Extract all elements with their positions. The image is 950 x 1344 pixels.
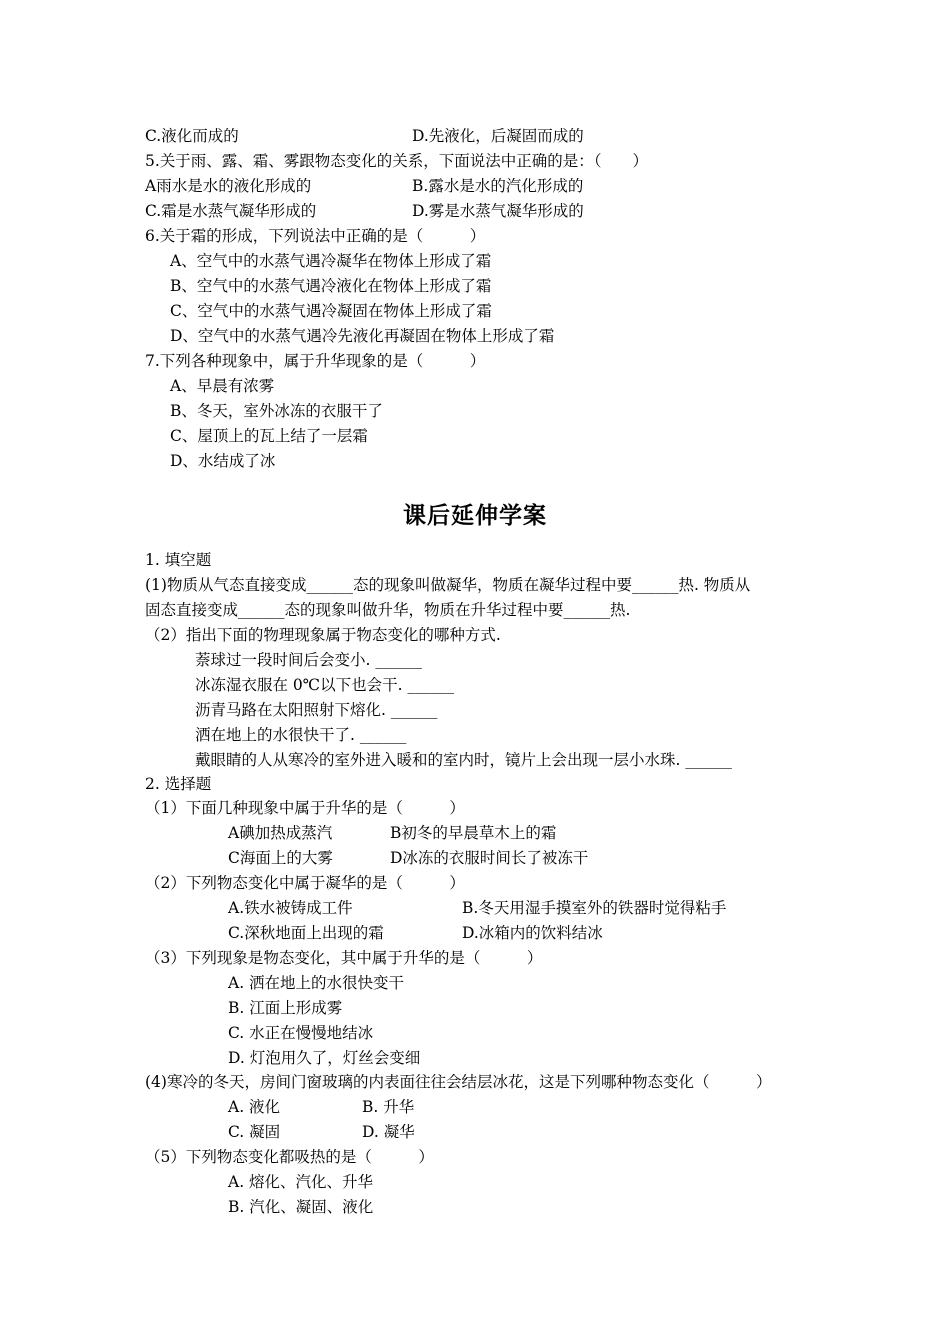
choice-q1-option-c: C海面上的大雾 (228, 849, 333, 867)
q5-option-a: A雨水是水的液化形成的 (145, 177, 312, 195)
choice-q4-option-d: D. 凝华 (362, 1123, 415, 1141)
q5-option-c: C.霜是水蒸气凝华形成的 (145, 202, 317, 220)
choice-q3-option-a: A. 洒在地上的水很快变干 (228, 974, 405, 992)
choice-q2-stem: （2）下列物态变化中属于凝华的是（ ） (145, 874, 465, 892)
choice-q2-option-a: A.铁水被铸成工件 (228, 899, 353, 917)
section-title: 课后延伸学案 (403, 502, 547, 529)
choice-q2-option-d: D.冰箱内的饮料结冰 (462, 924, 603, 942)
fill-heading: 1. 填空题 (145, 551, 212, 569)
q7-option-c: C、屋顶上的瓦上结了一层霜 (170, 427, 368, 445)
q7-stem: 7.下列各种现象中，属于升华现象的是（ ） (145, 352, 486, 370)
q4-option-c: C.液化而成的 (145, 127, 239, 145)
choice-q3-option-b: B. 江面上形成雾 (228, 999, 343, 1017)
choice-q1-option-a: A碘加热成蒸汽 (228, 824, 333, 842)
q6-option-d: D、空气中的水蒸气遇冷先液化再凝固在物体上形成了霜 (170, 327, 555, 345)
choice-q4-option-b: B. 升华 (362, 1098, 415, 1116)
choice-q4-option-a: A. 液化 (228, 1098, 281, 1116)
q6-stem: 6.关于霜的形成，下列说法中正确的是（ ） (145, 227, 486, 245)
q5-option-d: D.雾是水蒸气凝华形成的 (412, 202, 584, 220)
q6-option-a: A、空气中的水蒸气遇冷凝华在物体上形成了霜 (170, 252, 492, 270)
q6-option-c: C、空气中的水蒸气遇冷凝固在物体上形成了霜 (170, 302, 492, 320)
fill-q2-stem: （2）指出下面的物理现象属于物态变化的哪种方式. (145, 626, 501, 644)
q6-option-b: B、空气中的水蒸气遇冷液化在物体上形成了霜 (170, 277, 492, 295)
fill-q2-item: 戴眼睛的人从寒冷的室外进入暖和的室内时，镜片上会出现一层小水珠. ______ (195, 751, 732, 769)
choice-q4-stem: (4)寒冷的冬天，房间门窗玻璃的内表面往往会结层冰花，这是下列哪种物态变化（ ） (145, 1073, 772, 1091)
choice-q5-option-b: B. 汽化、凝固、液化 (228, 1198, 374, 1216)
choice-q1-stem: （1）下面几种现象中属于升华的是（ ） (145, 799, 465, 817)
q5-option-b: B.露水是水的汽化形成的 (412, 177, 584, 195)
q7-option-a: A、早晨有浓雾 (170, 377, 275, 395)
fill-q2-item: 萘球过一段时间后会变小. ______ (195, 651, 422, 669)
choice-q4-option-c: C. 凝固 (228, 1123, 281, 1141)
choice-q2-option-c: C.深秋地面上出现的霜 (228, 924, 384, 942)
fill-q2-item: 冰冻湿衣服在 0℃以下也会干. ______ (195, 676, 454, 694)
choice-q3-option-c: C. 水正在慢慢地结冰 (228, 1024, 374, 1042)
fill-q1-line1: (1)物质从气态直接变成______态的现象叫做凝华，物质在凝华过程中要______热. 物质从 (145, 576, 751, 594)
choice-q2-option-b: B.冬天用湿手摸室外的铁器时觉得粘手 (462, 899, 727, 917)
fill-q2-item: 洒在地上的水很快干了. ______ (195, 726, 407, 744)
q7-option-d: D、水结成了冰 (170, 452, 276, 470)
choice-q5-option-a: A. 熔化、汽化、升华 (228, 1173, 374, 1191)
choice-q1-option-b: B初冬的早晨草木上的霜 (390, 824, 557, 842)
q7-option-b: B、冬天，室外冰冻的衣服干了 (170, 402, 383, 420)
q4-option-d: D.先液化，后凝固而成的 (412, 127, 584, 145)
choice-q3-option-d: D. 灯泡用久了，灯丝会变细 (228, 1049, 421, 1067)
choice-q3-stem: （3）下列现象是物态变化，其中属于升华的是（ ） (145, 949, 543, 967)
fill-q2-item: 沥青马路在太阳照射下熔化. ______ (195, 701, 438, 719)
choice-q1-option-d: D冰冻的衣服时间长了被冻干 (390, 849, 589, 867)
q5-stem: 5.关于雨、露、霜、雾跟物态变化的关系，下面说法中正确的是：（ ） (145, 152, 649, 170)
choice-q5-stem: （5）下列物态变化都吸热的是（ ） (145, 1148, 434, 1166)
fill-q1-line2: 固态直接变成______态的现象叫做升华，物质在升华过程中要______热. (145, 601, 631, 619)
choice-heading: 2. 选择题 (145, 775, 212, 793)
